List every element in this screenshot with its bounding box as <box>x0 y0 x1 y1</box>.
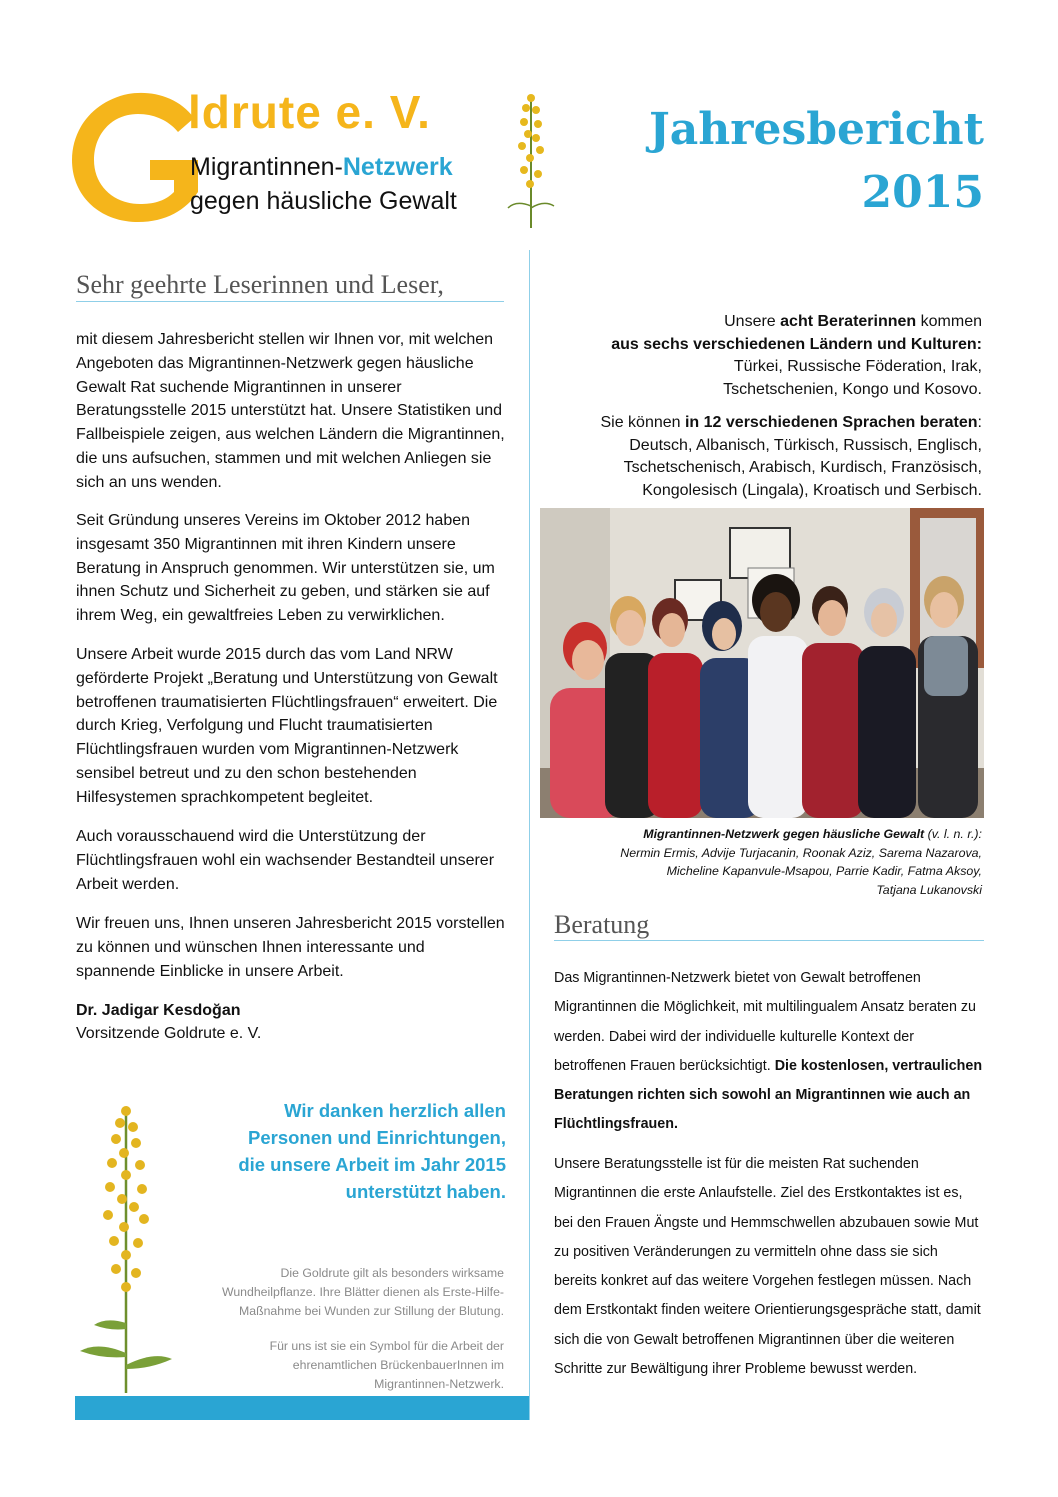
report-year: 2015 <box>861 167 984 218</box>
intro-paragraph-4: Auch vorausschauend wird die Unterstützung der Flüchtlingsfrauen wohl ein wachsender Bestandteil unserer Arbeit werden. <box>76 828 495 893</box>
team-photo <box>540 508 984 818</box>
advisors-block: Unsere acht Beraterinnen kommen aus sechs verschiedenen Ländern und Kulturen: Türkei, Russische Föderation, Irak, Tschetschenien, Kongo und Kosovo. <box>611 313 982 398</box>
heading-rule <box>76 301 504 302</box>
logo-tagline-2: gegen häusliche Gewalt <box>190 187 457 215</box>
thanks-message: Wir danken herzlich allen Personen und Einrichtungen, die unsere Arbeit im Jahr 2015 unterstützt haben. <box>238 1100 506 1202</box>
goldrute-logo <box>66 88 556 228</box>
footer-bar <box>75 1396 529 1420</box>
column-divider <box>529 250 530 1420</box>
logo-tagline-1: Migrantinnen-Netzwerk <box>190 153 453 181</box>
goldenrod-illustration-icon <box>76 1103 176 1393</box>
report-title: Jahresbericht <box>648 104 984 155</box>
beratung-paragraph-1: Das Migrantinnen-Netzwerk bietet von Gewalt betroffenen Migrantinnen die Möglichkeit, mit multilingualem Ansatz beraten zu werden. Dabei wird der individuelle kulturelle Kontext der betroffenen Frauen berücksichtigt. Die kostenlosen, vertraulichen Beratungen richten sich sowohl an Migrantinnen wie auch an Flüchtlingsfrauen. <box>554 970 983 1133</box>
beratung-paragraph-2: Unsere Beratungsstelle ist für die meisten Rat suchenden Migrantinnen die erste Anlaufstelle. Ziel des Erstkontaktes ist es, bei den Frauen Ängste und Hemmschwellen abzubauen sowie Mut zu positiven Veränderungen zu vermitteln ohne dass sie sich bereits konkret auf das weitere Vorgehen festlegen müssen. Nach dem Erstkontakt finden weitere Orientierungsgespräche statt, damit sich die von Gewalt betroffenen Migrantinnen über die weiteren Schritte zur Bewältigung ihrer Probleme bewusst werden. <box>554 1156 981 1378</box>
signature-role: Vorsitzende Goldrute e. V. <box>76 1025 262 1042</box>
heading-rule <box>554 940 984 941</box>
languages-block: Sie können in 12 verschiedenen Sprachen beraten: Deutsch, Albanisch, Türkisch, Russisch, Englisch, Tschetschenisch, Arabisch, Kurdisch, Französisch, Kongolesisch (Lingala), Kroatisch und Serbisch. <box>600 414 982 499</box>
intro-paragraph-1: mit diesem Jahresbericht stellen wir Ihnen vor, mit welchen Angeboten das Migrantinnen-Netzwerk gegen häusliche Gewalt Rat suchende Migrantinnen in unserer Beratungsstelle 2015 unterstützt hat. Unsere Statistiken und Fallbeispiele zeigen, aus welchen Ländern die Migrantinnen, die uns aufsuchen, stammen und mit welchen Anliegen sie sich an uns wenden. <box>76 331 505 491</box>
intro-paragraph-5: Wir freuen uns, Ihnen unseren Jahresbericht 2015 vorstellen zu können und wünschen Ihnen interessante und spannende Einblicke in unsere Arbeit. <box>76 915 505 980</box>
photo-caption: Migrantinnen-Netzwerk gegen häusliche Gewalt (v. l. n. r.): Nermin Ermis, Advije Turjacanin, Roonak Aziz, Sarema Nazarova, Micheline Kapanvule-Msapou, Parrie Kadir, Fatma Aksoy, Tatjana Lukanovski <box>620 827 982 897</box>
team-photo-illustration <box>540 508 984 818</box>
beratung-heading: Beratung <box>554 910 650 939</box>
signature-name: Dr. Jadigar Kesdoğan <box>76 1002 241 1019</box>
intro-paragraph-2: Seit Gründung unseres Vereins im Oktober 2012 haben insgesamt 350 Migrantinnen mit ihren Kindern unsere Beratung in Anspruch genommen. Wir unterstützen sie, um ihnen Schutz und Sicherheit zu geben, und stärken sie auf ihrem Weg, ein gewaltfreies Leben zu verwirklichen. <box>76 512 495 625</box>
greeting-heading: Sehr geehrte Leserinnen und Leser, <box>76 270 444 299</box>
goldenrod-plant-icon <box>506 88 556 228</box>
goldenrod-note-2: Für uns ist sie ein Symbol für die Arbeit der ehrenamtlichen BrückenbauerInnen im Migrantinnen-Netzwerk. <box>269 1339 504 1391</box>
goldenrod-note-1: Die Goldrute gilt als besonders wirksame Wundheilpflanze. Ihre Blätter dienen als Erste-Hilfe- Maßnahme bei Wunden zur Stillung der Blutung. <box>221 1266 504 1318</box>
logo-name: ldrute e. V. <box>188 86 431 138</box>
intro-paragraph-3: Unsere Arbeit wurde 2015 durch das vom Land NRW geförderte Projekt „Beratung und Unterstützung von Gewalt betroffenen traumatisierten Flüchtlingsfrauen“ erweitert. Die durch Krieg, Verfolgung und Flucht traumatisierten Flüchtlingsfrauen wurden vom Migrantinnen-Netzwerk sensibel betreut und zu den schon bestehenden Hilfesystemen sprachkompetent begleitet. <box>76 646 498 806</box>
